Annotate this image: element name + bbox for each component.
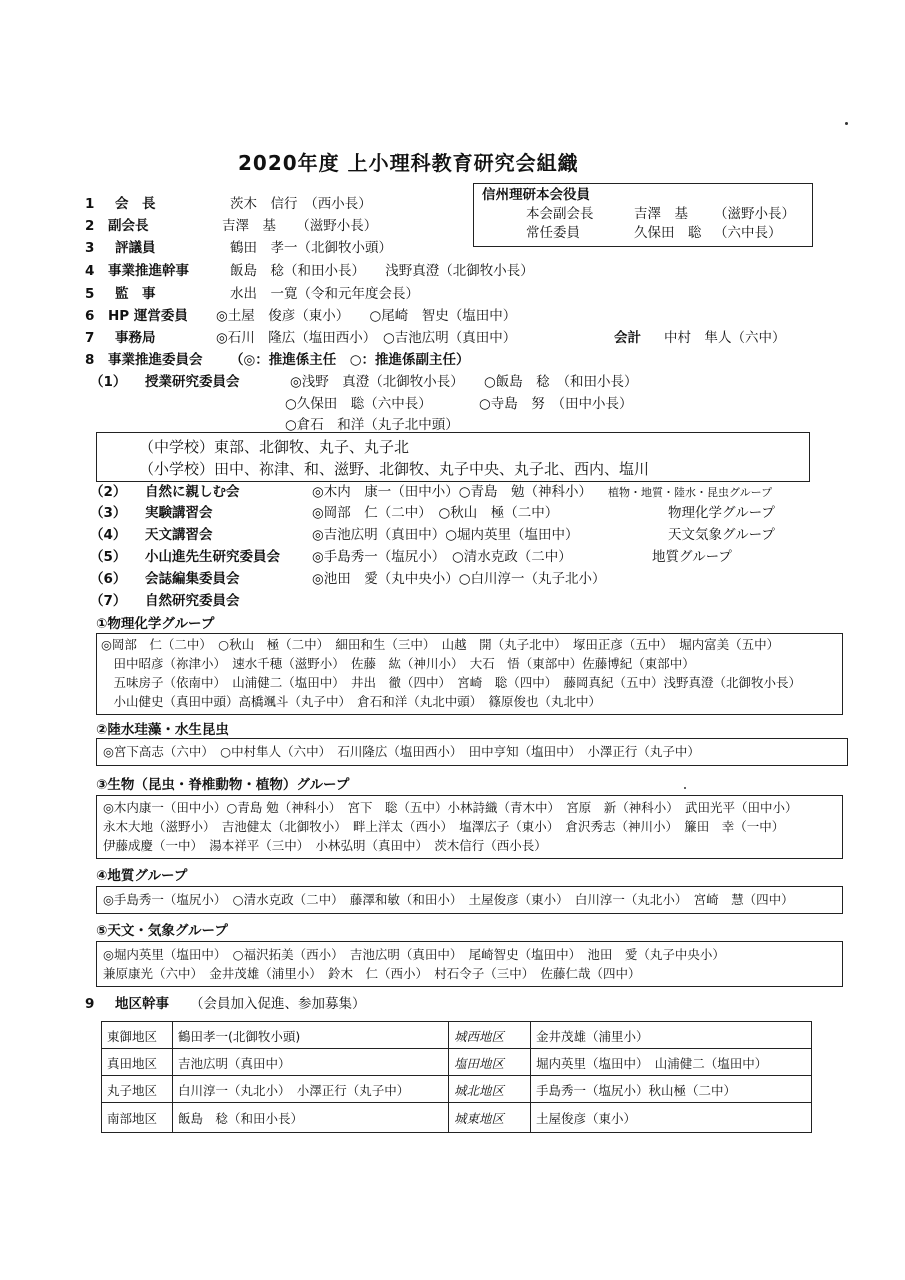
jugyo-line: ○倉石 和洋（丸子北中頭）	[285, 417, 459, 433]
committee-name: 会誌編集委員会	[145, 571, 240, 587]
officer-text: 茨木 信行 （西小長）	[230, 196, 372, 212]
committee-num: （2）	[90, 484, 127, 500]
group-row: 兼原康光（六中） 金井茂雄（浦里小） 鈴木 仁（西小） 村石令子（三中） 佐藤仁哉（四中）	[103, 966, 641, 981]
officer-text: ◎土屋 俊彦（東小） ○尾崎 智史（塩田中）	[216, 308, 517, 324]
officer-role: 副会長	[108, 218, 149, 234]
committee-num: （7）	[90, 593, 127, 609]
group-heading: ⑤天文・気象グループ	[96, 923, 228, 939]
committee-name: 自然に親しむ会	[145, 484, 240, 500]
shinshu-row-school: （六中長）	[714, 225, 782, 241]
district-names: 手島秀一（塩尻小）秋山極（二中）	[536, 1083, 737, 1098]
officer-text: 鶴田 孝一（北御牧小頭）	[230, 240, 392, 256]
district-names: 堀内英里（塩田中） 山浦健二（塩田中）	[536, 1056, 768, 1071]
district-area: 南部地区	[107, 1111, 158, 1126]
group-row: 伊藤成慶（一中） 湯本祥平（三中） 小林弘明（真田中） 茨木信行（西小長）	[103, 838, 547, 853]
committee-name: 自然研究委員会	[145, 593, 240, 609]
officer-num: 4	[85, 263, 95, 279]
committee-text: ◎吉池広明（真田中）○堀内英里（塩田中）	[312, 527, 579, 543]
shinshu-officers-box	[473, 183, 813, 247]
committee-num: （3）	[90, 505, 127, 521]
officer-text: ◎石川 隆広（塩田西小） ○吉池広明（真田中）	[216, 330, 517, 346]
committee-num: （6）	[90, 571, 127, 587]
jugyo-line: ○久保田 聡（六中長） ○寺島 努 （田中小長）	[285, 396, 633, 412]
jugyo-name: 授業研究委員会	[145, 374, 240, 390]
table-hline	[102, 1102, 811, 1103]
officer-role: 監 事	[115, 286, 156, 302]
committee-text: ◎木内 康一（田中小）○青島 勉（神科小）	[312, 484, 593, 500]
group-row: ◎宮下高志（六中） ○中村隼人（六中） 石川隆広（塩田西小） 田中亨知（塩田中） 小澤正行（丸子中）	[103, 744, 700, 759]
school-list-line: （中学校）東部、北御牧、丸子、丸子北	[139, 438, 410, 456]
group-row: 五味房子（依南中） 山浦健二（塩田中） 井出 徹（四中） 宮崎 聡（四中） 藤岡真紀（五中）浅野真澄（北御牧小長）	[101, 675, 802, 690]
committee-note: 物理化学グループ	[668, 505, 775, 521]
officer-num: 2	[85, 218, 95, 234]
group-box	[96, 738, 848, 766]
group-row: ◎木内康一（田中小）○青島 勉（神科小） 宮下 聡（五中）小林詩織（青木中） 宮原 新（神科小） 武田光平（田中小）	[103, 800, 798, 815]
officer-num: 6	[85, 308, 95, 324]
group-heading: ②陸水珪藻・水生昆虫	[96, 722, 229, 738]
scan-speck	[845, 122, 848, 125]
district-names: 吉池広明（真田中）	[178, 1056, 291, 1071]
officer-text: 吉澤 基 （滋野小長）	[222, 218, 378, 234]
district-names: 鶴田孝一(北御牧小頭)	[178, 1029, 301, 1044]
group-box	[96, 941, 843, 987]
shinshu-row-role: 常任委員	[526, 225, 580, 241]
committee-num: （5）	[90, 549, 127, 565]
page-title: 2020年度 上小理科教育研究会組織	[238, 151, 579, 175]
table-vline	[530, 1022, 531, 1132]
committee-text: ◎池田 愛（丸中央小）○白川淳一（丸子北小）	[312, 571, 606, 587]
officer-role: 評議員	[115, 240, 156, 256]
group-heading: ③生物（昆虫・脊椎動物・植物）グループ	[96, 777, 350, 793]
jugyo-num: （1）	[90, 374, 127, 390]
group-row: 小山健史（真田中頭）高橋颯斗（丸子中） 倉石和洋（丸北中頭） 篠原俊也（丸北中）	[101, 694, 602, 709]
group-row: ◎堀内英里（塩田中） ○福沢拓美（西小） 吉池広明（真田中） 尾崎智史（塩田中） 池田 愛（丸子中央小）	[103, 947, 725, 962]
district-area: 塩田地区	[454, 1056, 505, 1071]
group-heading: ④地質グループ	[96, 868, 188, 884]
committee-note: 地質グループ	[652, 549, 732, 565]
shinshu-heading: 信州理研本会役員	[482, 187, 590, 203]
committee-text: ◎手島秀一（塩尻小） ○清水克政（二中）	[312, 549, 572, 565]
scan-speck	[684, 787, 686, 789]
district-area: 城東地区	[454, 1111, 505, 1126]
group-row: 田中昭彦（祢津小） 速水千穂（滋野小） 佐藤 紘（神川小） 大石 悟（東部中）佐藤博紀（東部中）	[101, 656, 695, 671]
table-vline	[448, 1022, 449, 1132]
shinshu-row-name: 久保田 聡	[634, 225, 702, 241]
committee-name: 天文講習会	[145, 527, 213, 543]
table-hline	[102, 1048, 811, 1049]
group-heading: ①物理化学グループ	[96, 616, 215, 632]
jugyo-line: ◎浅野 真澄（北御牧小長） ○飯島 稔 （和田小長）	[290, 374, 638, 390]
district-subtitle: （会員加入促進、参加募集）	[190, 996, 366, 1012]
officer-text: 水出 一寛（令和元年度会長）	[230, 286, 419, 302]
officer-num: 5	[85, 286, 95, 302]
group-box	[96, 795, 843, 859]
committee-note: 天文気象グループ	[668, 527, 775, 543]
committee-num: （4）	[90, 527, 127, 543]
group-box	[96, 886, 843, 914]
officer-text: （◎：推進係主任 ○：推進係副主任）	[230, 352, 470, 368]
district-table	[101, 1021, 812, 1133]
officer-role: 事業推進委員会	[108, 352, 203, 368]
district-area: 城西地区	[454, 1029, 505, 1044]
shinshu-row-school: （滋野小長）	[714, 206, 795, 222]
group-row: ◎岡部 仁（二中） ○秋山 極（二中） 細田和生（三中） 山越 開（丸子北中） 塚田正彦（五中） 堀内富美（五中）	[101, 637, 780, 652]
district-area: 東御地区	[107, 1029, 158, 1044]
officer-role: HP 運営委員	[108, 308, 188, 324]
shinshu-row-role: 本会副会長	[526, 206, 594, 222]
accounting-label: 会計	[614, 330, 641, 346]
officer-num: 1	[85, 196, 95, 212]
committee-name: 小山進先生研究委員会	[145, 549, 280, 565]
officer-role: 事業推進幹事	[108, 263, 189, 279]
district-names: 飯島 稔（和田小長）	[178, 1111, 304, 1126]
officer-num: 3	[85, 240, 95, 256]
officer-role: 会 長	[115, 196, 156, 212]
officer-num: 7	[85, 330, 95, 346]
group-row: 永木大地（滋野小） 吉池健太（北御牧小） 畔上洋太（西小） 塩澤広子（東小） 倉沢秀志（神川小） 簾田 幸（一中）	[103, 819, 785, 834]
district-num: 9	[85, 996, 95, 1012]
district-names: 土屋俊彦（東小）	[536, 1111, 637, 1126]
officer-text: 飯島 稔（和田小長） 浅野真澄（北御牧小長）	[230, 263, 534, 279]
district-area: 城北地区	[454, 1083, 505, 1098]
district-area: 真田地区	[107, 1056, 158, 1071]
accounting-text: 中村 隼人（六中）	[664, 330, 786, 346]
table-hline	[102, 1075, 811, 1076]
group-box	[96, 633, 843, 715]
school-list-line: （小学校）田中、祢津、和、滋野、北御牧、丸子中央、丸子北、西内、塩川	[139, 460, 650, 478]
school-list-box	[96, 432, 810, 482]
officer-num: 8	[85, 352, 95, 368]
committee-text: ◎岡部 仁（二中） ○秋山 極（二中）	[312, 505, 559, 521]
group-row: ◎手島秀一（塩尻小） ○清水克政（二中） 藤澤和敏（和田小） 土屋俊彦（東小） 白川淳一（丸北小） 宮崎 慧（四中）	[103, 892, 794, 907]
district-names: 白川淳一（丸北小） 小澤正行（丸子中）	[178, 1083, 410, 1098]
table-vline	[172, 1022, 173, 1132]
shinshu-row-name: 吉澤 基	[634, 206, 688, 222]
committee-name: 実験講習会	[145, 505, 213, 521]
district-names: 金井茂雄（浦里小）	[536, 1029, 649, 1044]
district-area: 丸子地区	[107, 1083, 158, 1098]
committee-note: 植物・地質・陸水・昆虫グループ	[608, 486, 773, 499]
officer-role: 事務局	[115, 330, 156, 346]
district-heading: 地区幹事	[115, 996, 169, 1012]
